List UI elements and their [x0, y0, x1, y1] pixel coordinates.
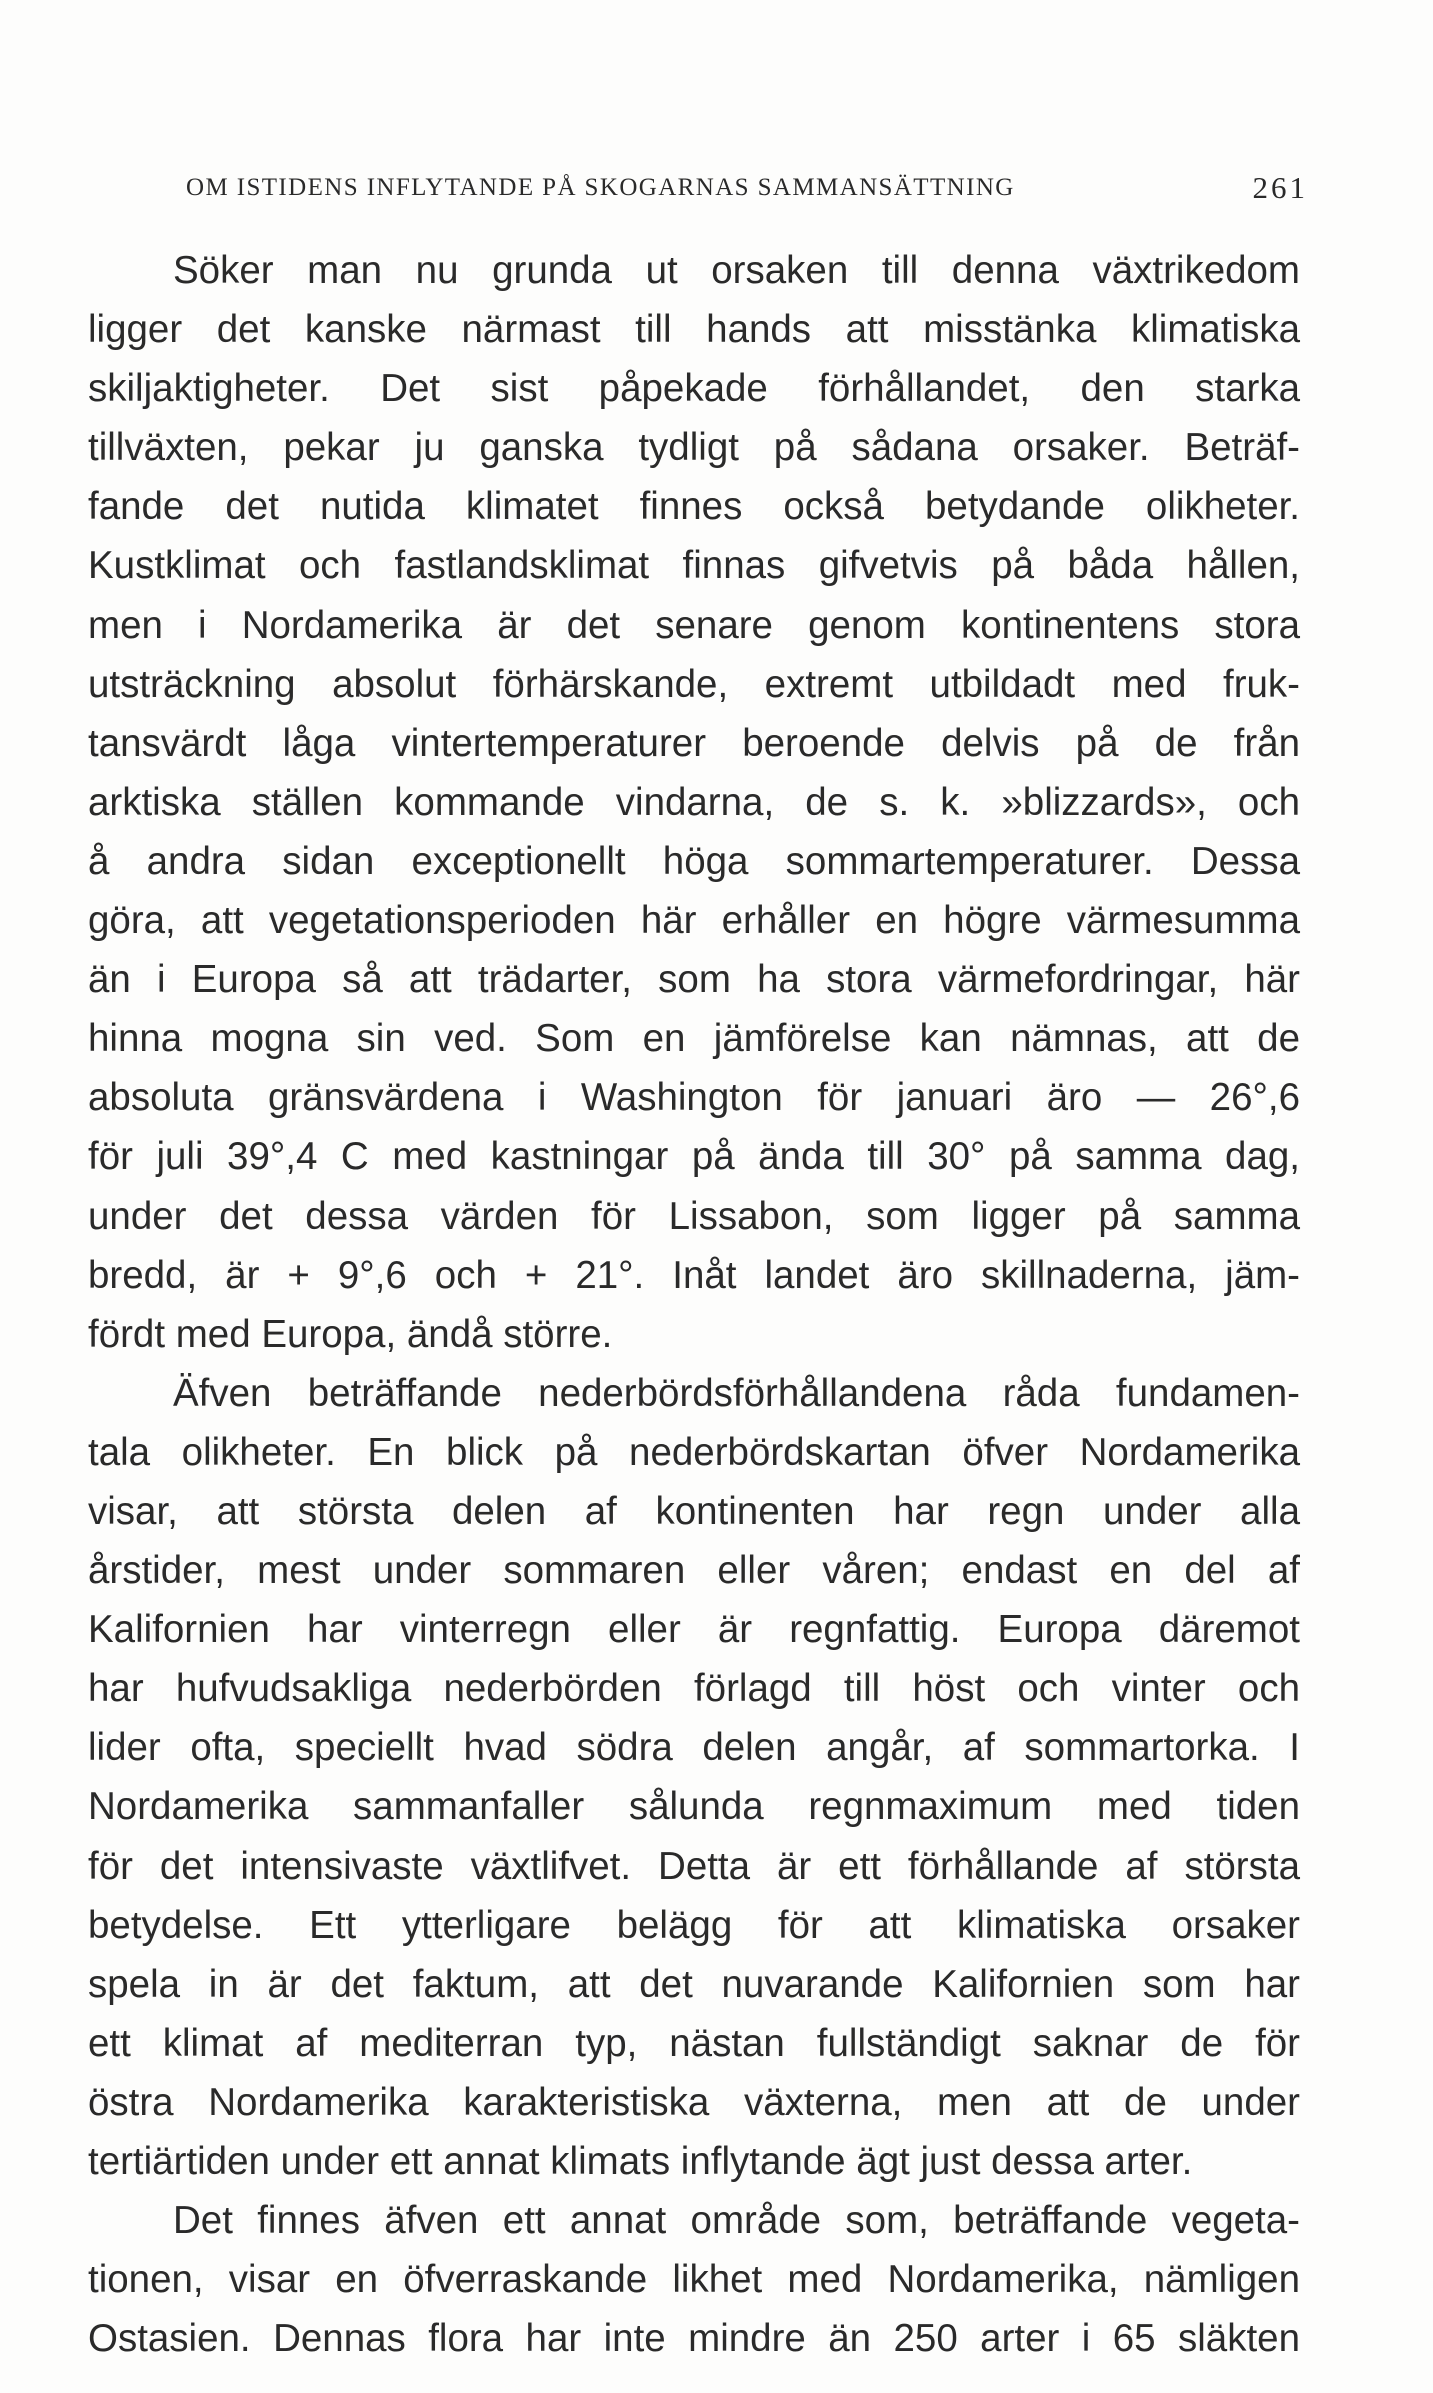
text-line: Söker man nu grunda ut orsaken till denna växtrikedom	[173, 249, 1300, 292]
text-line: skiljaktigheter. Det sist påpekade förhållandet, den starka	[88, 367, 1300, 411]
text-line: spela in är det faktum, att det nuvarande Kalifornien som har	[88, 1962, 1300, 2006]
text-line: för det intensivaste växtlifvet. Detta är ett förhållande af största	[88, 1844, 1300, 1888]
text-line: Kalifornien har vinterregn eller är regnfattig. Europa däremot	[88, 1608, 1300, 1652]
text-line: absoluta gränsvärdena i Washington för januari äro — 26°,6	[88, 1076, 1300, 1120]
text-line: Äfven beträffande nederbördsförhållandena råda fundamen-	[173, 1371, 1300, 1415]
running-head	[176, 168, 1308, 208]
text-line: fördt med Europa, ändå större.	[88, 1312, 613, 1356]
text-line: men i Nordamerika är det senare genom kontinentens stora	[88, 603, 1300, 647]
text-line: tillväxten, pekar ju ganska tydligt på sådana orsaker. Beträf-	[88, 426, 1300, 470]
text-line: hinna mogna sin ved. Som en jämförelse kan nämnas, att de	[88, 1017, 1300, 1061]
text-line: Kustklimat och fastlandsklimat finnas gifvetvis på båda hållen,	[88, 544, 1300, 588]
body-text	[88, 241, 1300, 2368]
text-line: ligger det kanske närmast till hands att misstänka klimatiska	[88, 308, 1300, 352]
text-line: fande det nutida klimatet finnes också betydande olikheter.	[88, 485, 1300, 529]
text-line: tertiärtiden under ett annat klimats inflytande ägt just dessa arter.	[88, 2140, 1193, 2183]
text-line: än i Europa så att trädarter, som ha stora värmefordringar, här	[88, 958, 1300, 1002]
text-line: för juli 39°,4 C med kastningar på ända till 30° på samma dag,	[88, 1135, 1300, 1179]
text-line: å andra sidan exceptionellt höga sommartemperaturer. Dessa	[88, 839, 1300, 883]
text-line: göra, att vegetationsperioden här erhåller en högre värmesumma	[88, 899, 1300, 943]
text-line: arktiska ställen kommande vindarna, de s. k. »blizzards», och	[88, 780, 1300, 824]
text-line: bredd, är + 9°,6 och + 21°. Inåt landet äro skillnaderna, jäm-	[88, 1253, 1300, 1297]
text-line: tansvärdt låga vintertemperaturer beroende delvis på de från	[88, 721, 1300, 765]
text-line: utsträckning absolut förhärskande, extremt utbildadt med fruk-	[88, 662, 1300, 706]
text-line: Ostasien. Dennas flora har inte mindre än 250 arter i 65 släkten	[88, 2317, 1300, 2361]
text-line: Nordamerika sammanfaller sålunda regnmaximum med tiden	[88, 1785, 1300, 1829]
text-line: under det dessa värden för Lissabon, som ligger på samma	[88, 1194, 1300, 1238]
text-line: tala olikheter. En blick på nederbördskartan öfver Nordamerika	[88, 1430, 1300, 1474]
text-line: årstider, mest under sommaren eller våren; endast en del af	[88, 1549, 1300, 1593]
text-line: ett klimat af mediterran typ, nästan fullständigt saknar de för	[88, 2021, 1300, 2065]
text-line: betydelse. Ett ytterligare belägg för att klimatiska orsaker	[88, 1903, 1300, 1947]
text-line: visar, att största delen af kontinenten har regn under alla	[88, 1489, 1300, 1533]
page-number: 261	[1252, 170, 1308, 205]
text-line: Det finnes äfven ett annat område som, beträffande vegeta-	[173, 2199, 1300, 2243]
text-line: östra Nordamerika karakteristiska växterna, men att de under	[88, 2080, 1300, 2124]
text-line: har hufvudsakliga nederbörden förlagd till höst och vinter och	[88, 1667, 1300, 1711]
running-title: OM ISTIDENS INFLYTANDE PÅ SKOGARNAS SAMMANSÄTTNING	[186, 174, 1015, 201]
text-line: tionen, visar en öfverraskande likhet med Nordamerika, nämligen	[88, 2258, 1300, 2302]
text-line: lider ofta, speciellt hvad södra delen angår, af sommartorka. I	[88, 1726, 1300, 1770]
